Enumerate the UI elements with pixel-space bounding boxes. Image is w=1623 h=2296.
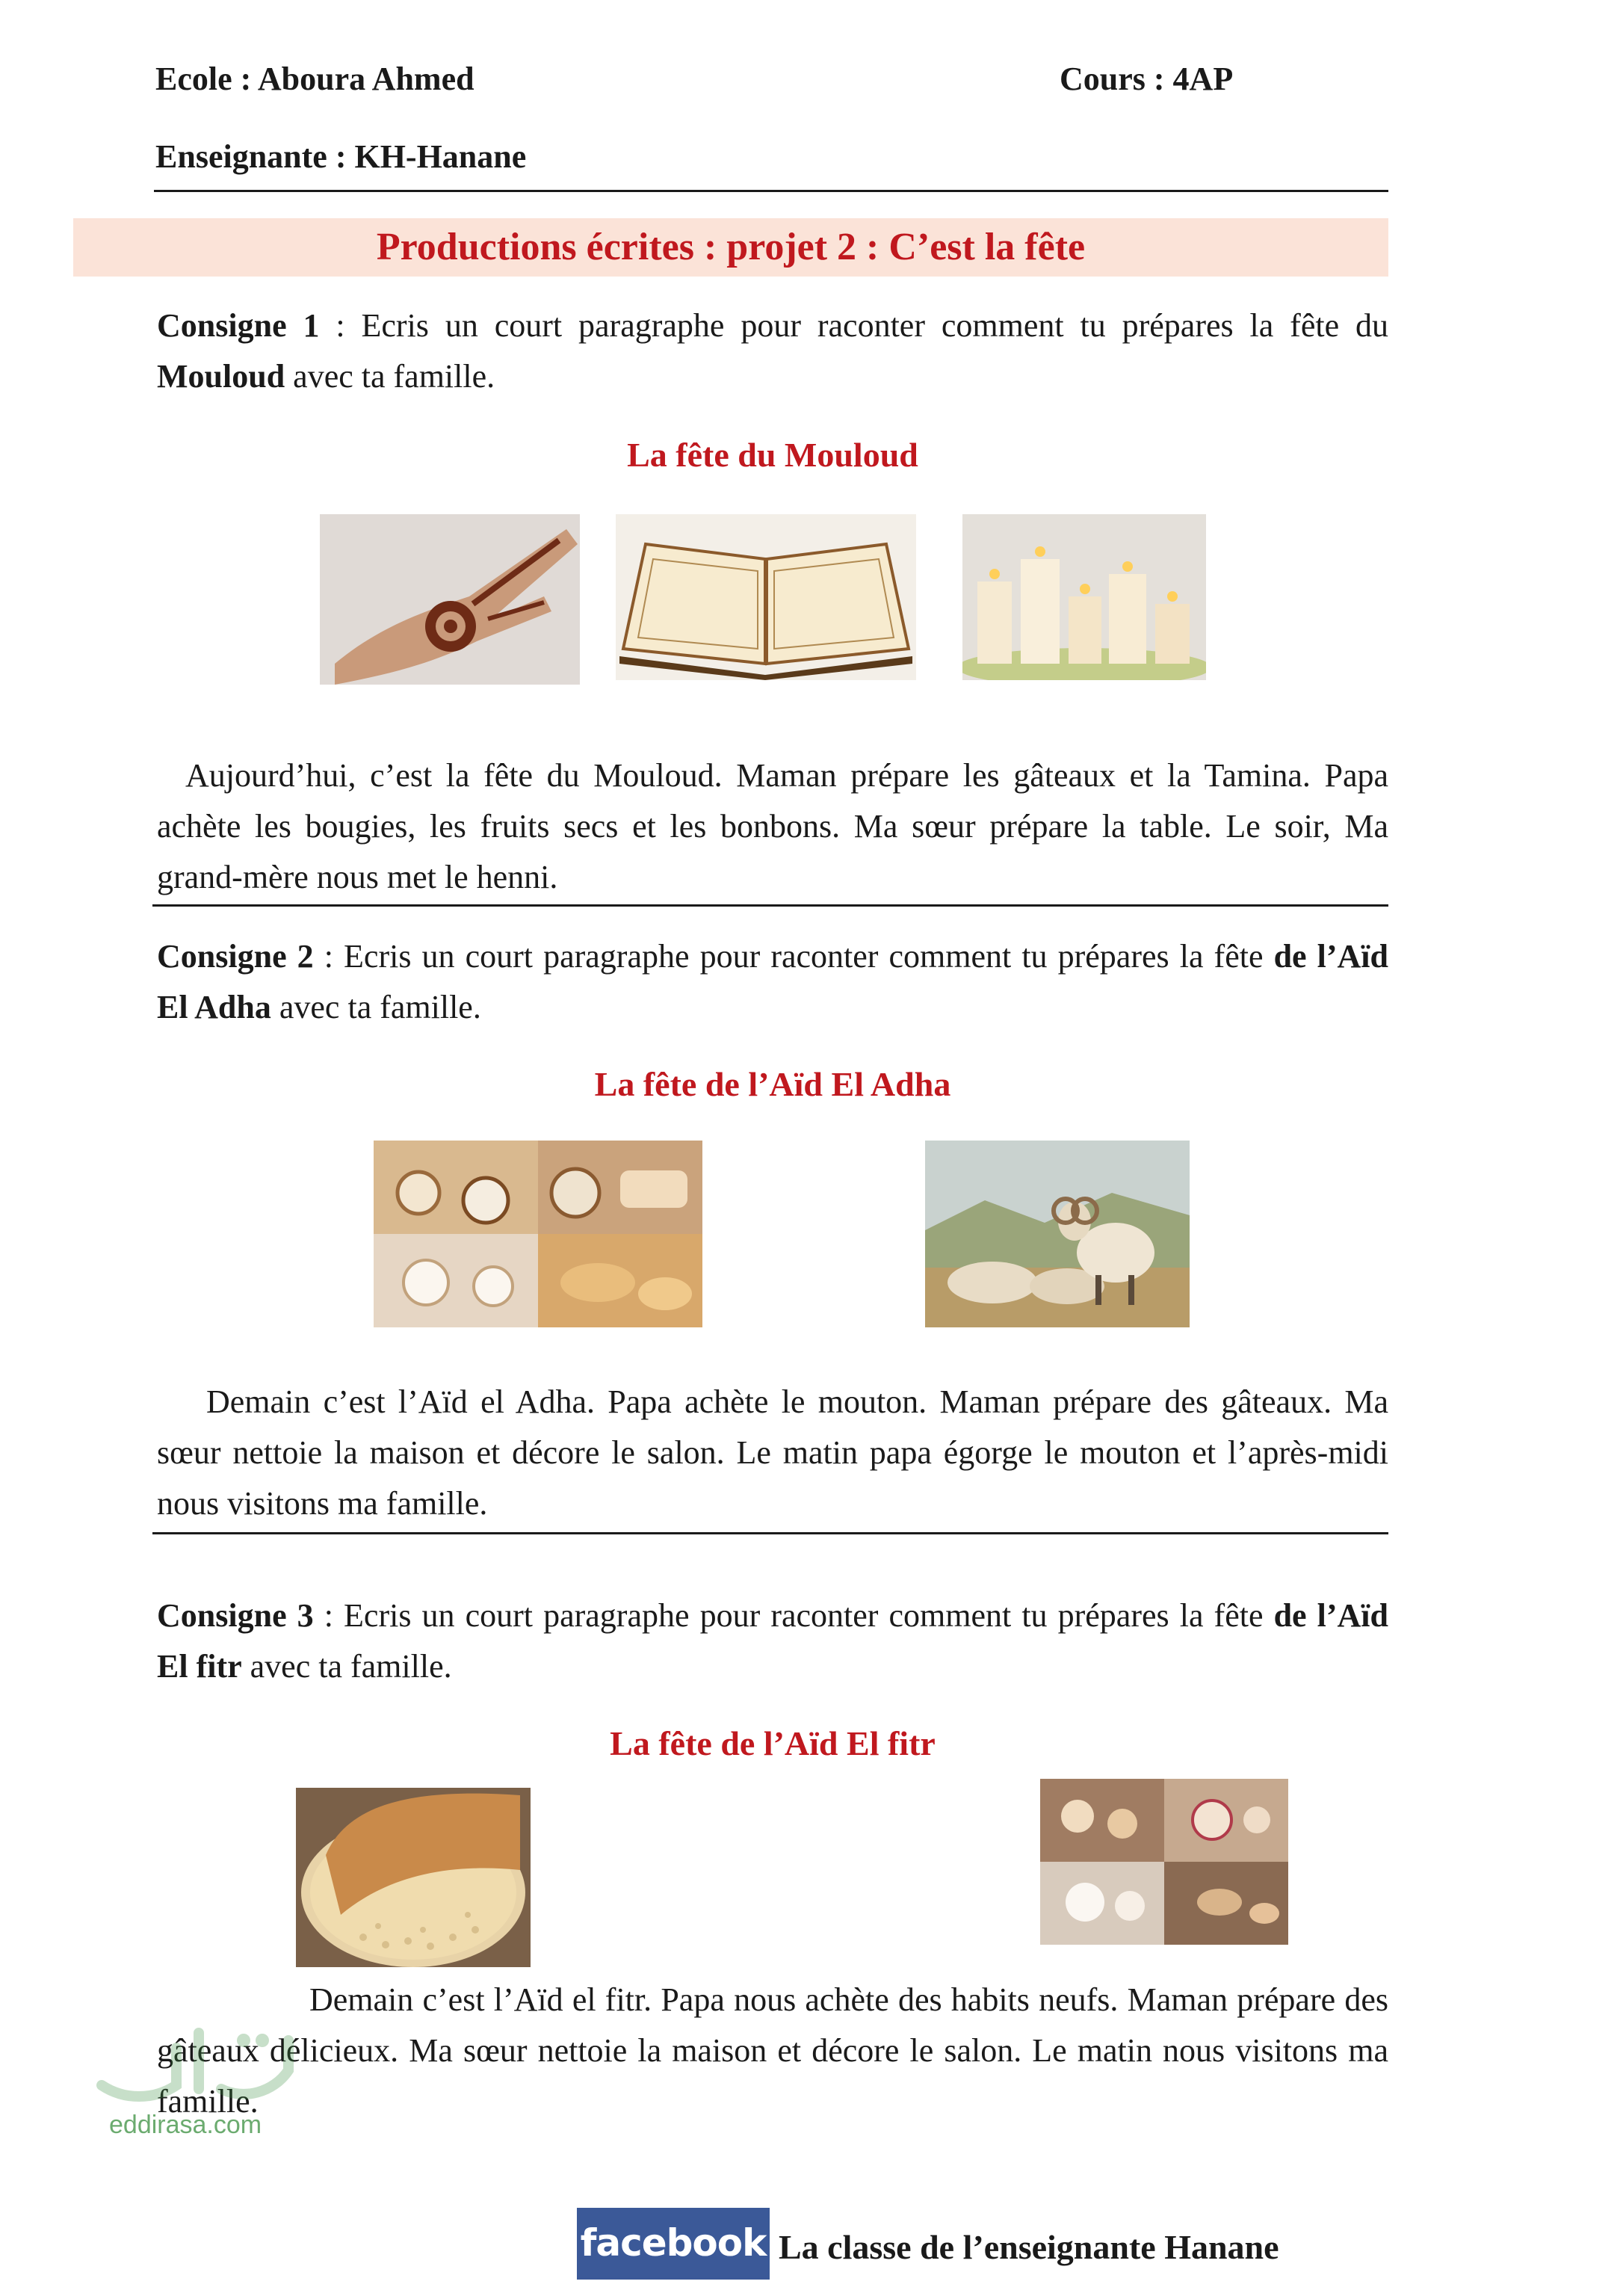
paragraph-1: Aujourd’hui, c’est la fête du Mouloud. Maman prépare les gâteaux et la Tamina. Papa achète les bougies, les fruits secs et les bonbons. Ma sœur prépare la table. Le soir, Ma grand-mère nous met le henni. — [157, 757, 1388, 895]
consigne-3-label: Consigne 3 — [157, 1597, 314, 1634]
paragraph-2: Demain c’est l’Aïd el Adha. Papa achète le mouton. Maman prépare des gâteaux. Ma sœur nettoie la maison et décore le salon. Le matin papa égorge le mouton et l’après-midi nous visitons ma famille. — [157, 1383, 1388, 1522]
watermark-url: eddirasa.com — [109, 2111, 262, 2139]
consigne-3: Consigne 3 : Ecris un court paragraphe pour raconter comment tu prépares la fête de l’Aïd El fitr avec ta famille. — [157, 1597, 1389, 1685]
consigne-2-label: Consigne 2 — [157, 938, 314, 975]
section-1-divider — [152, 904, 1388, 907]
eddirasa-watermark-logo — [94, 2018, 318, 2111]
section-2-divider — [152, 1532, 1388, 1534]
footer-classroom-name: La classe de l’enseignante Hanane — [779, 2228, 1279, 2266]
course-level: Cours : 4AP — [1060, 61, 1234, 97]
cakes-collage-image — [374, 1141, 702, 1327]
consigne-1-label: Consigne 1 — [157, 307, 320, 344]
sheep-image — [925, 1141, 1190, 1327]
section-1-subtitle: La fête du Mouloud — [627, 436, 918, 474]
consigne-1: Consigne 1 : Ecris un court paragraphe pour raconter comment tu prépares la fête du Mouloud avec ta famille. — [157, 307, 1389, 395]
candles-image — [962, 514, 1206, 680]
henna-hand-image — [320, 514, 580, 685]
section-3-subtitle: La fête de l’Aïd El fitr — [610, 1724, 936, 1762]
open-quran-image — [616, 514, 916, 680]
header-divider — [154, 190, 1388, 192]
page-title: Productions écrites : projet 2 : C’est la fête — [376, 226, 1086, 268]
school-name: Ecole : Aboura Ahmed — [155, 61, 474, 97]
teacher-name: Enseignante : KH-Hanane — [155, 138, 527, 175]
baghrir-pancakes-image — [296, 1788, 531, 1967]
fitr-cakes-image — [1040, 1779, 1288, 1945]
consigne-2: Consigne 2 : Ecris un court paragraphe pour raconter comment tu prépares la fête de l’Aïd El Adha avec ta famille. — [157, 938, 1389, 1025]
facebook-badge[interactable]: facebook — [577, 2208, 770, 2280]
paragraph-3: Demain c’est l’Aïd el fitr. Papa nous achète des habits neufs. Maman prépare des gâteaux délicieux. Ma sœur nettoie la maison et décore le salon. Le matin nous visitons ma famille. — [157, 1981, 1388, 2120]
section-2-subtitle: La fête de l’Aïd El Adha — [594, 1065, 951, 1103]
